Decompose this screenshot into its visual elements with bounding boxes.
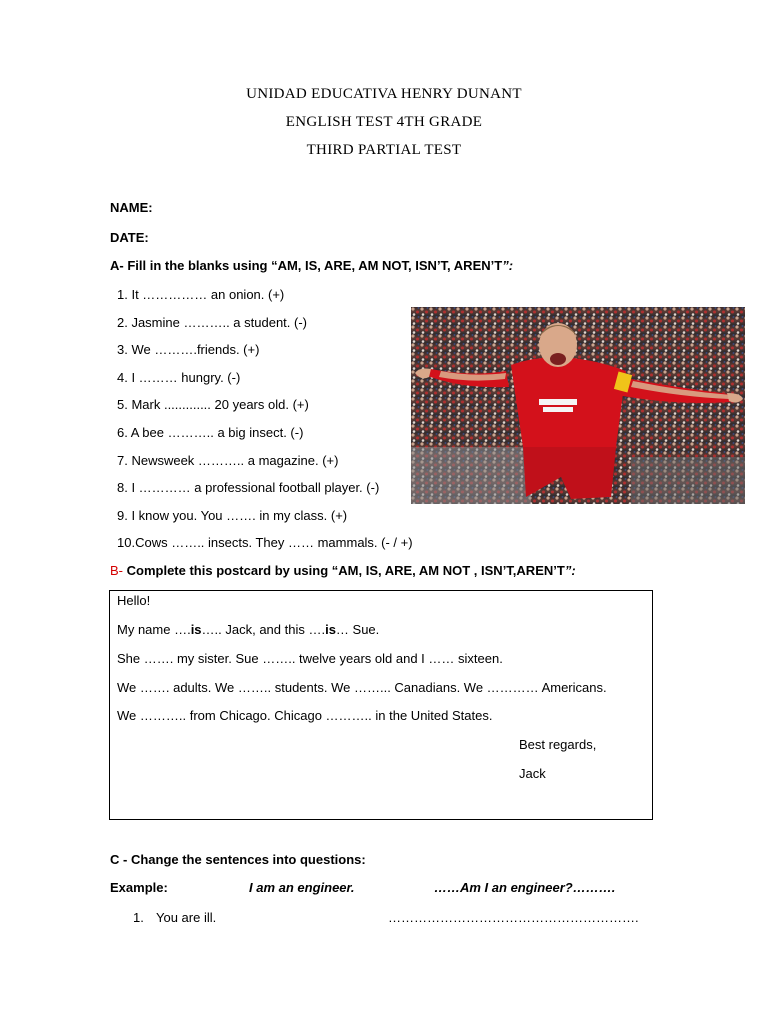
list-item: 3. We ……….friends. (+) (117, 342, 260, 357)
section-b-title-end: ”: (564, 563, 576, 578)
question-sentence: You are ill. (156, 910, 217, 925)
list-item: 10.Cows …….. insects. They …… mammals. (- / +) (117, 535, 413, 550)
example-label: Example: (110, 880, 168, 895)
postcard-closing: Best regards, (519, 737, 597, 752)
postcard-box (109, 590, 653, 820)
postcard-line-4: We ……….. from Chicago. Chicago ……….. in the United States. (117, 708, 493, 723)
postcard-text: ….. Jack, and this …. (201, 622, 326, 637)
postcard-text: … Sue. (335, 622, 380, 637)
postcard-line-1 (117, 622, 379, 637)
school-name: UNIDAD EDUCATIVA HENRY DUNANT (246, 86, 522, 102)
answer-blank[interactable]: …………………………………………………. (388, 910, 639, 925)
postcard-line-2: She ……. my sister. Sue …….. twelve years old and I …… sixteen. (117, 651, 503, 666)
section-b-title-text: Complete this postcard by using “AM, IS, ARE, AM NOT , ISN’T,AREN’T (123, 563, 565, 578)
partial-title: THIRD PARTIAL TEST (306, 142, 462, 158)
name-label: NAME: (110, 200, 153, 215)
list-item: 8. I ………… a professional football player. (-) (117, 480, 380, 495)
section-a-title-end: ”: (502, 258, 514, 273)
section-b-title (110, 563, 576, 578)
list-item: 2. Jasmine ……….. a student. (-) (117, 315, 308, 330)
list-item: 9. I know you. You ……. in my class. (+) (117, 508, 348, 523)
footballer-photo (411, 307, 745, 504)
list-item: 7. Newsweek ……….. a magazine. (+) (117, 453, 339, 468)
list-item: 6. A bee ……….. a big insect. (-) (117, 425, 304, 440)
list-item: 5. Mark ............. 20 years old. (+) (117, 397, 309, 412)
postcard-signature: Jack (519, 766, 546, 781)
question-number: 1. (133, 910, 144, 925)
postcard-line-3: We ……. adults. We …….. students. We ……... Canadians. We ………… Americans. (117, 680, 607, 695)
example-sentence: I am an engineer. (249, 880, 355, 895)
postcard-text: My name …. (117, 622, 191, 637)
test-title: ENGLISH TEST 4TH GRADE (285, 114, 483, 130)
example-answer: ……Am I an engineer?………. (434, 880, 616, 895)
section-b-letter: B (110, 563, 119, 578)
section-a-title (110, 258, 513, 273)
date-label: DATE: (110, 230, 149, 245)
postcard-answer: is (325, 622, 336, 637)
section-c-title: C - Change the sentences into questions: (110, 852, 366, 867)
section-b-dash: - (118, 563, 124, 578)
section-a-title-text: A- Fill in the blanks using “AM, IS, ARE, AM NOT, ISN’T, AREN’T (110, 258, 503, 273)
postcard-greeting: Hello! (117, 593, 151, 608)
list-item: 1. It …………… an onion. (+) (117, 287, 285, 302)
list-item: 4. I ……… hungry. (-) (117, 370, 241, 385)
postcard-answer: is (190, 622, 202, 637)
